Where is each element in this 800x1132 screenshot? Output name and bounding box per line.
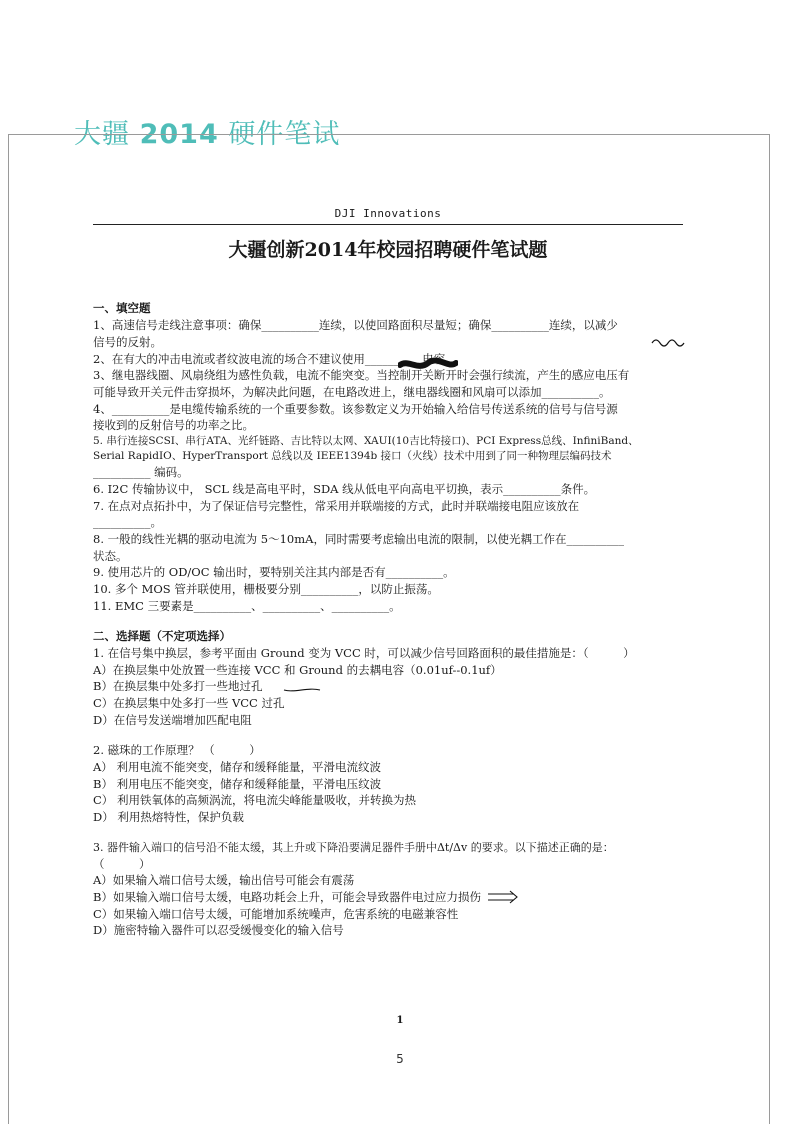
question-line: 11. EMC 三要素是__________、__________、__________。: [93, 598, 401, 613]
section-fill-blank-heading: 一、填空题: [93, 301, 151, 316]
question-line: 2、在有大的冲击电流或者纹波电流的场合不建议使用__________电容。: [93, 351, 457, 366]
question-line: 接收到的反射信号的功率之比。: [93, 418, 254, 433]
option: C） 利用铁氧体的高频涡流，将电流尖峰能量吸收，并转换为热: [93, 793, 416, 808]
option: B）如果输入端口信号太缓，电路功耗会上升，可能会导致器件电过应力损伤: [93, 890, 481, 905]
section-gap: [93, 614, 683, 628]
question-line: 状态。: [93, 548, 128, 563]
question-line: 信号的反射。: [93, 334, 162, 349]
question-line: __________ 编码。: [93, 465, 189, 480]
option: B）在换层集中处多打一些地过孔: [93, 679, 263, 694]
header-rule: [93, 224, 683, 225]
choice-question-2: [93, 742, 683, 825]
question-line: 6. I2C 传输协议中， SCL 线是高电平时，SDA 线从低电平向高电平切换，表示__________条件。: [93, 481, 596, 496]
paper-header: DJI Innovations: [334, 207, 442, 220]
option: A） 利用电流不能突变，储存和缓释能量，平滑电流纹波: [93, 760, 381, 775]
question-stem: 3. 器件输入端口的信号沿不能太缓，其上升或下降沿要满足器件手册中Δt/Δv 的要求。以下描述正确的是：: [93, 840, 614, 854]
question-line: __________。: [93, 515, 162, 530]
question-gap: [93, 826, 683, 840]
option: D）在信号发送端增加匹配电阻: [93, 712, 252, 727]
document-page-number: 5: [396, 1052, 404, 1066]
section-choice-heading: 二、选择题（不定项选择）: [93, 629, 231, 644]
question-line: Serial RapidIO、HyperTransport 总线以及 IEEE1394b 接口（火线）技术中用到了同一种物理层编码技术: [93, 450, 612, 463]
paper-page-number: 1: [396, 1015, 404, 1026]
banner-subject: 硬件笔试: [218, 119, 341, 150]
fill-blank-questions: [93, 317, 683, 614]
banner-year: 2014: [139, 119, 219, 150]
question-line: 8. 一般的线性光耦的驱动电流为 5～10mA，同时需要考虑输出电流的限制，以使光耦工作在__________: [93, 531, 624, 546]
option: D） 利用热熔特性，保护负载: [93, 810, 244, 825]
paper-title: 大疆创新2014年校园招聘硬件笔试题: [228, 238, 548, 261]
question-line: 3、继电器线圈、风扇绕组为感性负载，电流不能突变。当控制开关断开时会强行续流，产生的感应电压有: [93, 368, 630, 383]
option: B） 利用电压不能突变，储存和缓释能量，平滑电压纹波: [93, 776, 382, 791]
option: A）在换层集中处放置一些连接 VCC 和 Ground 的去耦电容（0.01uf--0.1uf）: [93, 662, 502, 677]
question-line: 可能导致开关元件击穿损坏，为解决此问题，在电路改进上，继电器线圈和风扇可以添加__________。: [93, 384, 611, 399]
option: D）施密特输入器件可以忍受缓慢变化的输入信号: [93, 923, 344, 938]
question-line: 5. 串行连接SCSI、串行ATA、光纤链路、吉比特以太网、XAUI(10吉比特接口)、PCI Express总线、InfiniBand、: [93, 434, 639, 447]
question-gap: [93, 728, 683, 742]
question-line: 10. 多个 MOS 管并联使用，栅极要分别__________，以防止振荡。: [93, 582, 439, 596]
question-stem: 2. 磁珠的工作原理？ （ ）: [93, 743, 261, 758]
question-stem: 1. 在信号集中换层，参考平面由 Ground 变为 VCC 时，可以减少信号回路面积的最佳措施是：（ ）: [93, 646, 635, 661]
question-line: 1、高速信号走线注意事项：确保__________连续，以使回路面积尽量短；确保__________连续，以减少: [93, 318, 618, 333]
exam-paper: [93, 206, 683, 939]
option: C）如果输入端口信号太缓，可能增加系统噪声，危害系统的电磁兼容性: [93, 906, 459, 921]
option: A）如果输入端口信号太缓，输出信号可能会有震荡: [93, 873, 355, 888]
banner-company: 大疆: [74, 119, 140, 150]
answer-blank: （ ）: [93, 856, 151, 871]
option: C）在换层集中处多打一些 VCC 过孔: [93, 696, 285, 711]
question-line: 9. 使用芯片的 OD/OC 输出时，要特别关注其内部是否有__________。: [93, 565, 455, 580]
question-line: 4、__________是电缆传输系统的一个重要参数。该参数定义为开始输入给信号传送系统的信号与信号源: [93, 401, 618, 416]
choice-question-1: [93, 645, 683, 728]
choice-question-3: [93, 840, 683, 939]
question-line: 7. 在点对点拓扑中，为了保证信号完整性，常采用并联端接的方式，此时并联端接电阻应该放在: [93, 498, 580, 513]
